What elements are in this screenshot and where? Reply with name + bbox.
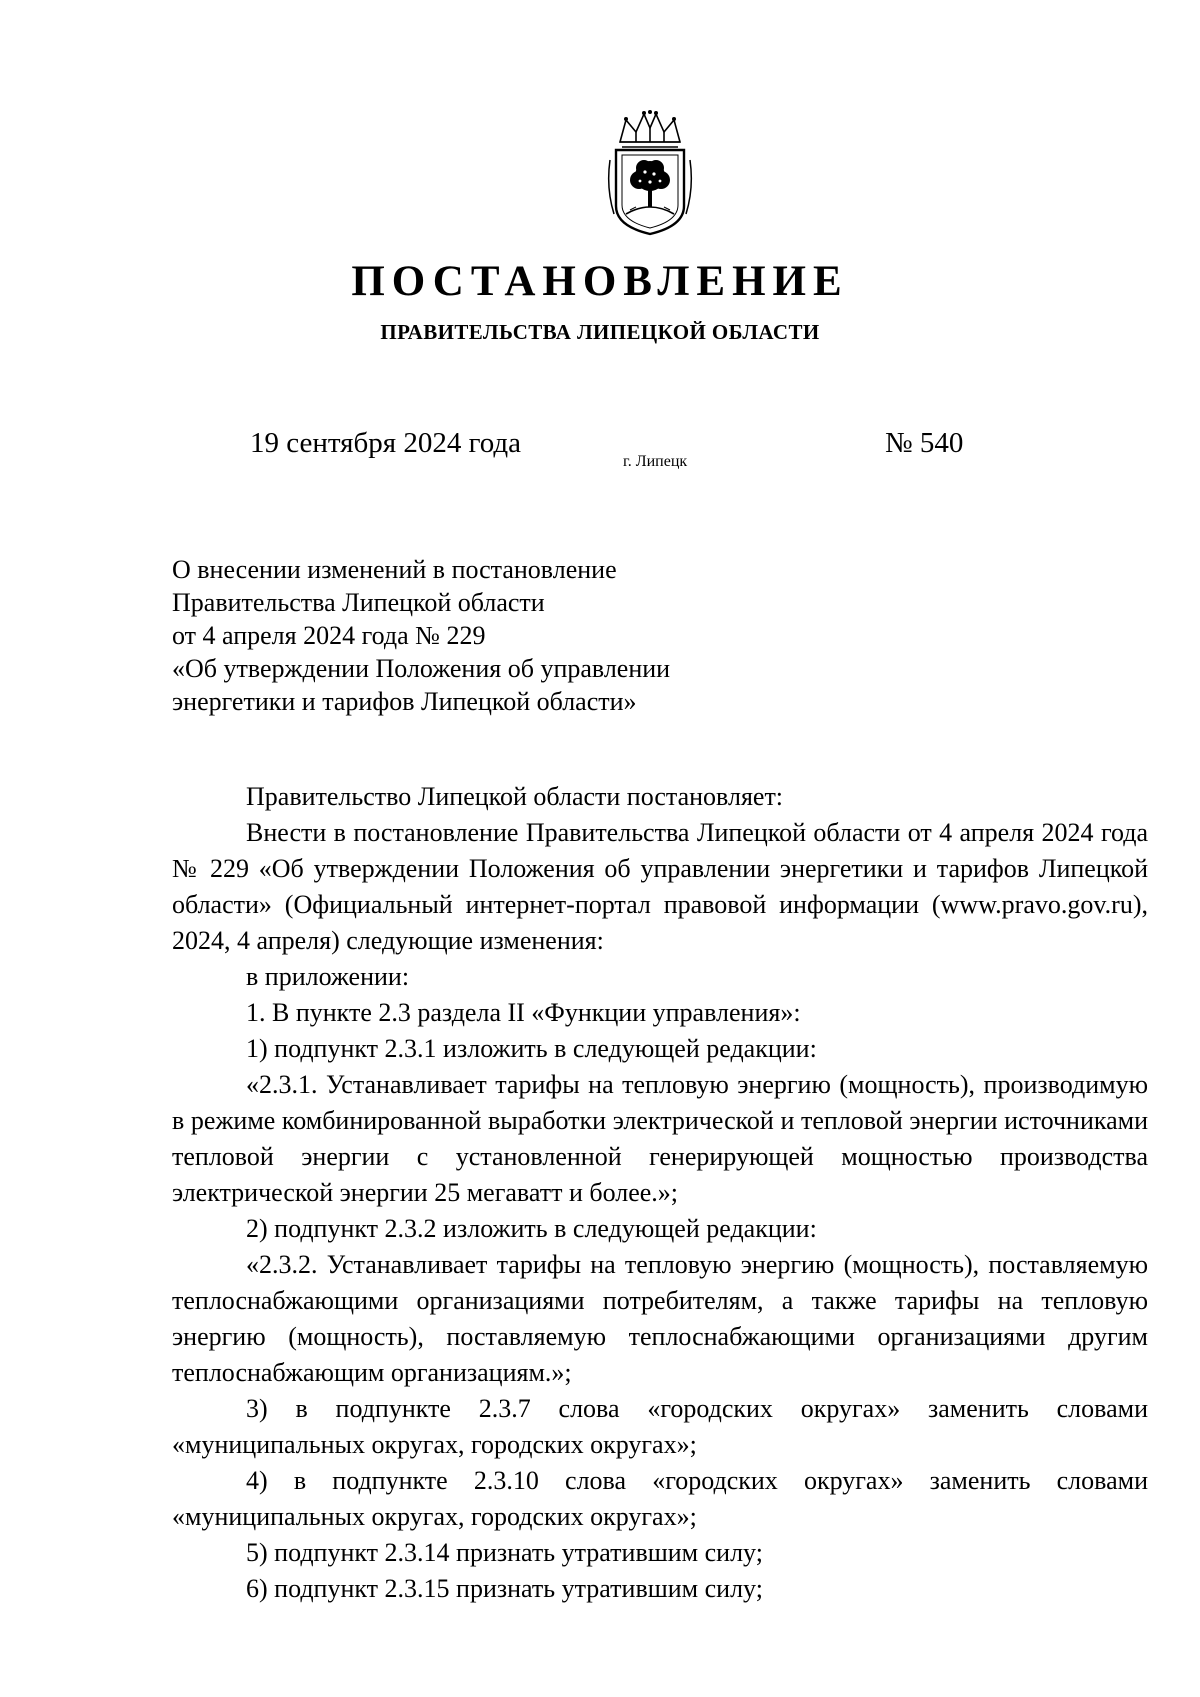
document-heading bbox=[172, 553, 872, 718]
paragraph: 4) в подпункте 2.3.10 слова «городских округах» заменить словами «муниципальных округах, городских округах»; bbox=[172, 1466, 1148, 1531]
paragraph: в приложении: bbox=[246, 962, 410, 991]
heading-line: энергетики и тарифов Липецкой области» bbox=[172, 687, 637, 716]
paragraph: «2.3.2. Устанавливает тарифы на тепловую энергию (мощность), поставляемую теплоснабжающими организациями потребителям, а также тарифы на тепловую энергию (мощность), поставляемую теплоснабжающими организациями другим теплоснабжающим организациям.»; bbox=[172, 1250, 1148, 1387]
lipetsk-oblast-coat-of-arms-icon bbox=[606, 110, 694, 240]
heading-line: О внесении изменений в постановление bbox=[172, 555, 617, 584]
document-title: ПОСТАНОВЛЕНИЕ bbox=[351, 258, 849, 305]
heading-line: от 4 апреля 2024 года № 229 bbox=[172, 621, 486, 650]
paragraph: 3) в подпункте 2.3.7 слова «городских округах» заменить словами «муниципальных округах, городских округах»; bbox=[172, 1394, 1148, 1459]
document-body bbox=[172, 779, 1148, 1607]
paragraph: «2.3.1. Устанавливает тарифы на тепловую энергию (мощность), производимую в режиме комбинированной выработки электрической и тепловой энергии источниками тепловой энергии с установленной генерирующей мощностью производства электрической энергии 25 мегаватт и более.»; bbox=[172, 1070, 1148, 1207]
paragraph: 1. В пункте 2.3 раздела II «Функции управления»: bbox=[246, 998, 801, 1027]
document-date: 19 сентября 2024 года bbox=[250, 427, 522, 459]
paragraph: Правительство Липецкой области постановляет: bbox=[246, 782, 784, 811]
paragraph: 1) подпункт 2.3.1 изложить в следующей редакции: bbox=[246, 1034, 817, 1063]
paragraph: 6) подпункт 2.3.15 признать утратившим силу; bbox=[246, 1574, 763, 1603]
heading-line: «Об утверждении Положения об управлении bbox=[172, 654, 671, 683]
paragraph: Внести в постановление Правительства Липецкой области от 4 апреля 2024 года № 229 «Об утверждении Положения об управлении энергетики и тарифов Липецкой области» (Официальный интернет-портал правовой информации (www.pravo.gov.ru), 2024, 4 апреля) следующие изменения: bbox=[172, 818, 1148, 955]
heading-line: Правительства Липецкой области bbox=[172, 588, 545, 617]
document-city: г. Липецк bbox=[623, 453, 688, 470]
paragraph: 5) подпункт 2.3.14 признать утратившим силу; bbox=[246, 1538, 763, 1567]
paragraph: 2) подпункт 2.3.2 изложить в следующей редакции: bbox=[246, 1214, 817, 1243]
document-subtitle: ПРАВИТЕЛЬСТВА ЛИПЕЦКОЙ ОБЛАСТИ bbox=[380, 320, 820, 344]
document-number: № 540 bbox=[885, 427, 964, 459]
